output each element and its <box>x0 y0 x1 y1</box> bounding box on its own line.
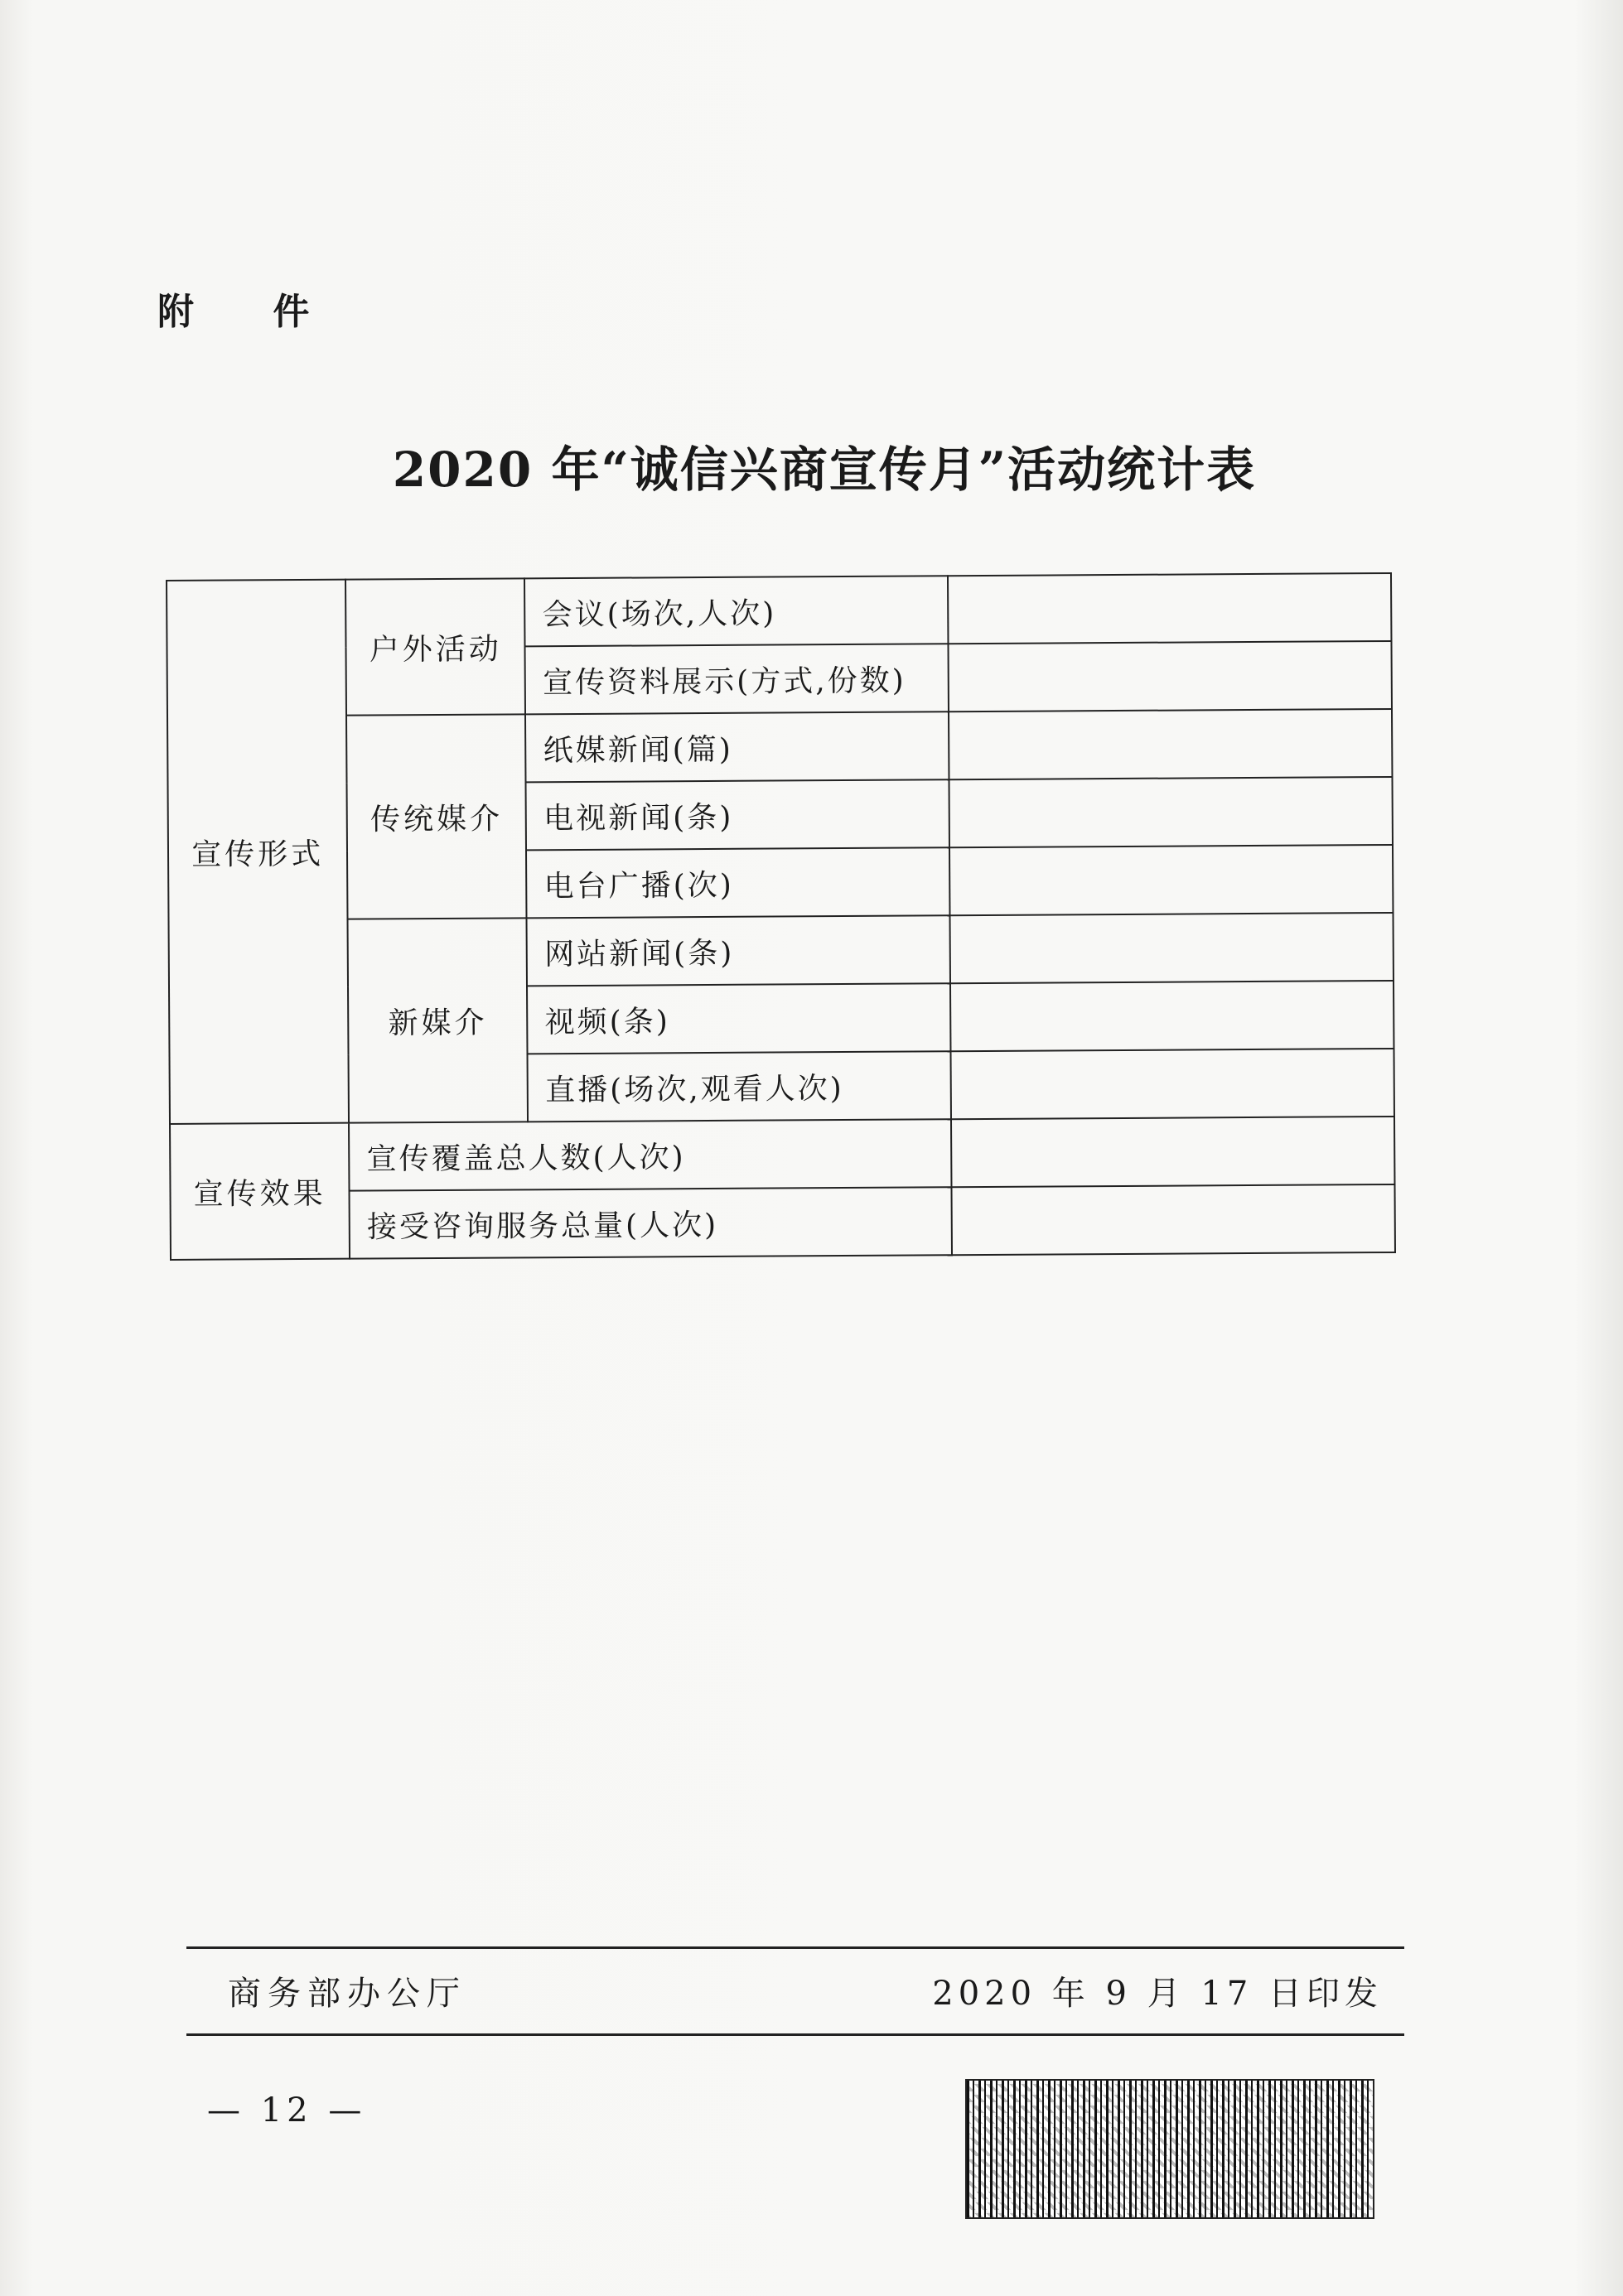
item-meeting: 会议(场次,人次) <box>524 576 948 646</box>
barcode-image <box>965 2079 1374 2219</box>
footer-bottom-rule <box>186 2033 1404 2036</box>
group-traditional-media: 传统媒介 <box>346 714 527 919</box>
value-cell <box>950 1049 1394 1119</box>
page-number: — 12 — <box>207 2091 367 2130</box>
item-web-news: 网站新闻(条) <box>527 915 950 986</box>
statistics-table <box>166 572 1396 1261</box>
value-cell <box>949 845 1394 915</box>
attachment-label: 附 件 <box>157 291 343 333</box>
value-cell <box>948 573 1392 644</box>
item-radio: 电台广播(次) <box>526 847 949 918</box>
group-new-media: 新媒介 <box>348 918 529 1122</box>
item-tv-news: 电视新闻(条) <box>526 779 949 850</box>
item-video: 视频(条) <box>527 983 950 1054</box>
table-row <box>167 573 1391 649</box>
value-cell <box>949 777 1393 847</box>
item-print-news: 纸媒新闻(篇) <box>525 711 949 782</box>
item-livestream: 直播(场次,观看人次) <box>528 1051 951 1121</box>
group-outdoor: 户外活动 <box>345 578 525 715</box>
footer-top-rule <box>186 1946 1404 1949</box>
table-row <box>169 913 1394 988</box>
value-cell <box>949 709 1393 779</box>
value-cell <box>950 981 1394 1051</box>
item-consult: 接受咨询服务总量(人次) <box>350 1187 952 1258</box>
section-effect: 宣传效果 <box>170 1123 350 1260</box>
item-coverage: 宣传覆盖总人数(人次) <box>349 1119 951 1190</box>
document-title: 2020 年“诚信兴商宣传月”活动统计表 <box>392 441 1257 498</box>
table-row <box>167 709 1392 784</box>
issuer: 商务部办公厅 <box>228 1975 466 2013</box>
table-row <box>170 1117 1394 1192</box>
value-cell <box>949 913 1394 983</box>
value-cell <box>948 641 1392 711</box>
section-publicity-form: 宣传形式 <box>167 580 349 1124</box>
value-cell <box>951 1117 1395 1187</box>
item-materials: 宣传资料展示(方式,份数) <box>525 644 949 714</box>
issue-date: 2020 年 9 月 17 日印发 <box>932 1975 1383 2013</box>
table-row <box>171 1184 1395 1260</box>
value-cell <box>951 1184 1395 1255</box>
